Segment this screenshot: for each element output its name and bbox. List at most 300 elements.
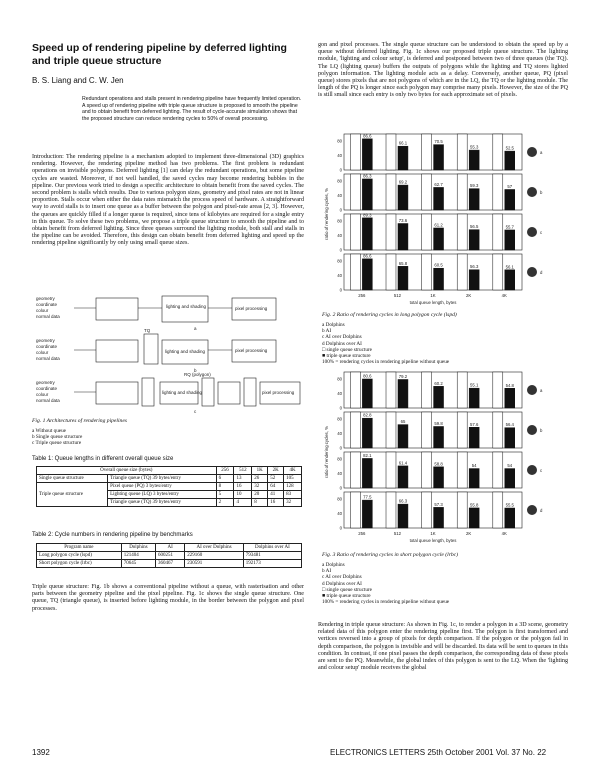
table2-cell: 793481 bbox=[243, 552, 301, 560]
table-row bbox=[37, 560, 302, 568]
fig2-data-label: 86.6 bbox=[363, 133, 372, 139]
fig1-label-geometry-b: geometry bbox=[36, 338, 55, 343]
fig1-lighting-text-c: lighting and shading bbox=[162, 390, 203, 395]
fig1-lighting-text-a: lighting and shading bbox=[166, 304, 207, 309]
fig3-bar bbox=[434, 507, 444, 528]
fig2-ytick-label: 40 bbox=[337, 193, 342, 199]
fig2-ytick-label: 40 bbox=[337, 233, 342, 239]
page-number: 1392 bbox=[32, 748, 50, 757]
fig2-ytick-label: 80 bbox=[337, 258, 342, 264]
triple-queue-paragraph: Triple queue structure: Fig. 1b shows a conventional pipeline without a queue, with rasterisation and other parts between the geometry pipeline and the pixel pipeline. Fig. 1c shows the single queue structure. One queue, TQ (triangle queue), is inserted before lighting module, in the border between the polygon and pixel processes. bbox=[32, 584, 304, 612]
table1-cell: Lighting queue (LQ) 3 bytes/entry bbox=[108, 491, 217, 499]
table1-cell: 10 bbox=[234, 491, 252, 499]
fig2-ytick-label: 80 bbox=[337, 218, 342, 224]
fig3-ytick-label: 80 bbox=[337, 456, 342, 462]
fig3-ytick-label: 80 bbox=[337, 376, 342, 382]
fig3-bar bbox=[493, 372, 503, 408]
journal-footer: ELECTRONICS LETTERS 25th October 2001 Vol. 37 No. 22 bbox=[330, 748, 547, 757]
fig2-data-label: 86.3 bbox=[363, 173, 372, 179]
table2-cell: 229160 bbox=[185, 552, 244, 560]
fig3-ytick-label: 0 bbox=[339, 445, 342, 451]
fig1-label-b: b bbox=[194, 368, 197, 373]
fig2-legend bbox=[322, 322, 449, 365]
fig2-data-label: 69.2 bbox=[398, 179, 408, 185]
fig3-data-label: 54 bbox=[471, 463, 477, 469]
fig2-bar bbox=[362, 259, 372, 290]
fig3-bar bbox=[422, 452, 432, 488]
fig2-bar bbox=[469, 150, 479, 170]
table2-cell: 121404 bbox=[121, 552, 155, 560]
fig1-label-colour-c: colour bbox=[36, 392, 49, 397]
fig3-bar bbox=[434, 426, 444, 448]
fig1-lighting-text-b: lighting and shading bbox=[165, 349, 206, 354]
table1-header-cell: 512 bbox=[234, 467, 252, 475]
fig1-label-geometry-c: geometry bbox=[36, 380, 55, 385]
fig3-bar bbox=[422, 492, 432, 528]
table1-cell: 4 bbox=[234, 499, 252, 507]
table1-header-cell: 4K bbox=[284, 467, 302, 475]
fig3-legend bbox=[322, 562, 449, 605]
fig3-bar bbox=[457, 372, 467, 408]
table1-cell: 13 bbox=[234, 475, 252, 483]
fig2-bar bbox=[457, 134, 467, 170]
intro-paragraph: Introduction: The rendering pipeline is a mechanism adopted to implement three-dimensional (3D) graphics rendering. However, the rendering pipeline method has two problems. The first problem is redundant operations on invisible polygons. Deferred lighting [1] can delay the redundant operations, but some pipeline cycles are wasted. Moreover, if not well handled, the saved cycles may become rendering bubbles in the pipeline. Our previous work tried to design a specific architecture to obtain benefit from the saved cycles. The second problem is stalls which results. Due to various polygon sizes, geometry and pixel rates are not in linear proportion. Stalls occur when either the data rates mismatch the process speed of hardware. A straightforward way to avoid stalls is to insert one queue as a buffer between the polygon and pixel-rate areas [2, 3]. However, the queues are quickly filled if a longer queue is required, since tens of kilobytes are required for a single entry in this queue. To solve these two problems, we propose a triple queue structure to smooth the pipeline and to obtain benefit from deferred lighting. Since three queues surround the lighting module, both stall and stalls in the pipeline can be avoided. Therefore, this design can obtain benefit from deferred lighting and speed up the rendering pipeline significantly by only using small queue sizes. bbox=[32, 154, 304, 247]
fig2-caption: Fig. 2 Ratio of rendering cycles in long polygon cycle (lspd) bbox=[322, 312, 457, 318]
fig2-bar bbox=[505, 189, 515, 210]
table-row bbox=[37, 552, 302, 560]
fig2-xtick-label: 512 bbox=[393, 293, 401, 298]
fig3-data-label: 55.8 bbox=[469, 502, 479, 508]
fig1-label-coord-a: coordinate bbox=[36, 302, 58, 307]
fig2-bar bbox=[362, 139, 372, 170]
fig3-data-label: 58.8 bbox=[434, 461, 443, 467]
fig1-pixel-text-a: pixel processing bbox=[235, 306, 268, 311]
fig2-xlabel: total queue length, bytes bbox=[409, 300, 457, 305]
fig2-data-label: 52.5 bbox=[505, 145, 514, 151]
fig3-xtick-label: 1K bbox=[430, 531, 436, 536]
fig1-lq-queue-c bbox=[142, 378, 154, 406]
fig3-bar bbox=[505, 388, 515, 408]
fig3-bar bbox=[386, 492, 396, 528]
fig2-data-label: 66.1 bbox=[398, 140, 408, 146]
fig2-bar bbox=[350, 174, 360, 210]
table1 bbox=[36, 466, 302, 507]
table2-cell: 192173 bbox=[243, 560, 301, 568]
fig1-geometry-box-a bbox=[96, 298, 138, 320]
fig3-xtick-label: 256 bbox=[358, 531, 366, 536]
fig2-model-thumbnail bbox=[527, 267, 537, 277]
fig1-legend-a: a Without queue bbox=[32, 428, 66, 434]
fig3-ytick-label: 40 bbox=[337, 471, 342, 477]
fig2-legend-triple-text: triple queue structure bbox=[326, 353, 371, 360]
fig3-bar bbox=[350, 492, 360, 528]
paper-abstract: Redundant operations and stalls present in rendering pipeline have frequently limited operation. A speed up of rendering pipeline with triple queue structure is proposed to smooth the pipeline and to obtain benefit from deferred lighting. The result of cycle-accurate simulation shows that the proposed structure can reduce rendering cycles to 50% of overall processing. bbox=[82, 96, 302, 122]
table1-cell: Triple queue structure bbox=[37, 483, 108, 507]
fig2-legend-d: d Dolphins over AI bbox=[322, 340, 362, 347]
right-paragraph-bottom: Rendering in triple queue structure: As shown in Fig. 1c, to render a polygon in a 3D scene, geometry related data of this polygon enter the rendering pipeline first. The polygon is first transformed and vertices reversed into a group of pixels for depth comparison. If the polygon or the polygon fail in depth comparison, the polygon is invisible and will be discarded. Its data will be sent to queues in this condition. In contrast, if one pixel passes the depth comparison, the corresponding data of these pixels are sent to the PQ. Meanwhile, the global index of this polygon is sent to the LQ. When the 'lighting and colour setup' module receives the global bbox=[318, 622, 568, 672]
fig2-ytick-label: 80 bbox=[337, 138, 342, 144]
table1-caption: Table 1: Queue lengths in different overall queue size bbox=[32, 456, 174, 462]
table-row bbox=[37, 475, 302, 483]
fig2-panel-label: b bbox=[540, 190, 543, 195]
fig3-bar bbox=[398, 379, 408, 408]
fig3-xtick-label: 2K bbox=[465, 531, 472, 536]
fig3-data-label: 55.1 bbox=[469, 382, 479, 388]
fig1-label-normal-c: normal data bbox=[36, 398, 60, 403]
fig2-ytick-label: 80 bbox=[337, 178, 342, 184]
fig3-bar bbox=[422, 372, 432, 408]
fig3-bar bbox=[350, 372, 360, 408]
fig3-bar bbox=[398, 504, 408, 528]
table1-cell: 26 bbox=[252, 475, 268, 483]
fig2-bar bbox=[398, 146, 408, 170]
fig3-bar bbox=[386, 452, 396, 488]
fig1-tq-label: TQ bbox=[144, 328, 151, 333]
fig2-data-label: 61.2 bbox=[434, 222, 443, 228]
fig2-model-thumbnail bbox=[527, 187, 537, 197]
fig3-ytick-label: 40 bbox=[337, 391, 342, 397]
fig2-ytick-label: 40 bbox=[337, 153, 342, 159]
fig2-bar bbox=[505, 270, 515, 290]
fig1-label-c: c bbox=[194, 409, 197, 414]
fig3-legend-triple-text: triple queue structure bbox=[326, 593, 371, 600]
fig2-ytick-label: 0 bbox=[339, 167, 342, 173]
fig2-bar bbox=[362, 218, 372, 250]
fig2-bar bbox=[434, 145, 444, 170]
fig3-ytick-label: 80 bbox=[337, 416, 342, 422]
fig2-legend-a: a Dolphins bbox=[322, 322, 345, 328]
right-paragraph-top: gon and pixel processes. The single queue structure can be understood to obtain the speed up by a queue without deferred lighting. Fig. 1c shows our proposed triple queue structure. The lighting module, 'lighting and colour setup', is deferred and postponed between two of three queues (the TQ). The LQ (lighting queue) buffers the outputs of polygons while the lighting and TQ stores lighted polygon information. The lighting module acts as a delay. Conversely, another queue, PQ (pixel queue) stores pixels that are not polygons of which are in the LQ, the TQ or the lighting module. The length of the PQ is longer since each polygon may comprise many pixels. However, the size of the PQ is still small since each entry is only two bytes for each approximate set of pixels. bbox=[318, 42, 568, 99]
fig3-data-label: 65 bbox=[400, 419, 406, 425]
fig3-xlabel: total queue length, bytes bbox=[409, 538, 457, 543]
fig3-bar bbox=[362, 500, 372, 528]
fig3-bar bbox=[434, 467, 444, 488]
fig2-bar bbox=[398, 224, 408, 250]
fig2-ytick-label: 40 bbox=[337, 273, 342, 279]
table1-cell: Single queue structure bbox=[37, 475, 108, 483]
fig2-bar bbox=[398, 185, 408, 210]
fig3-data-label: 57.6 bbox=[469, 421, 479, 427]
fig3-data-label: 59.8 bbox=[434, 420, 443, 426]
fig2-bar bbox=[469, 189, 479, 210]
fig1-geometry-box-b bbox=[96, 340, 138, 362]
fig2-bar bbox=[350, 134, 360, 170]
fig2-panel-label: c bbox=[540, 230, 543, 235]
fig3-ytick-label: 0 bbox=[339, 525, 342, 531]
fig3-bar bbox=[386, 372, 396, 408]
fig2-data-label: 73.6 bbox=[398, 218, 408, 224]
fig3-ytick-label: 80 bbox=[337, 496, 342, 502]
fig3-legend-a: a Dolphins bbox=[322, 562, 345, 568]
fig3-legend-b: b AI bbox=[322, 568, 332, 575]
fig3-data-label: 57.3 bbox=[434, 501, 443, 507]
fig3-data-label: 80.6 bbox=[363, 373, 372, 379]
table2-cell: 230591 bbox=[185, 560, 244, 568]
fig3-bar bbox=[469, 427, 479, 448]
fig3-bar bbox=[493, 412, 503, 448]
table2-cell: Short polygon cycle (lrbc) bbox=[37, 560, 122, 568]
fig2-xtick-label: 2K bbox=[465, 293, 472, 298]
table2-header-cell: AI bbox=[155, 544, 184, 552]
fig2-bar bbox=[493, 174, 503, 210]
table1-cell: 16 bbox=[234, 483, 252, 491]
fig3-data-label: 61.4 bbox=[398, 460, 408, 466]
fig2-bar bbox=[469, 270, 479, 290]
fig2-ytick-label: 0 bbox=[339, 247, 342, 253]
fig3-bar bbox=[493, 452, 503, 488]
fig2-data-label: 55.7 bbox=[505, 224, 514, 230]
fig2-xtick-label: 1K bbox=[430, 293, 436, 298]
fig1-label-colour-a: colour bbox=[36, 308, 49, 313]
table1-header-cell: 1K bbox=[252, 467, 268, 475]
fig3-data-label: 54 bbox=[507, 463, 513, 469]
table1-cell: 32 bbox=[252, 483, 268, 491]
fig3-legend-triple: ■ triple queue structure bbox=[322, 593, 371, 600]
fig1-tq-queue-b bbox=[144, 334, 158, 364]
fig2-bar bbox=[350, 214, 360, 250]
fig2-chart bbox=[322, 130, 572, 310]
fig2-legend-note: 100% = rendering cycles in rendering pipeline without queue bbox=[322, 359, 450, 366]
fig2-xtick-label: 4K bbox=[501, 293, 507, 298]
fig3-bar bbox=[362, 458, 372, 488]
table2 bbox=[36, 543, 302, 568]
fig3-xtick-label: 512 bbox=[393, 531, 401, 536]
fig3-legend-c: c AI over Dolphins bbox=[322, 574, 362, 581]
fig1-pq-queue-c bbox=[244, 378, 256, 406]
fig2-bar bbox=[350, 254, 360, 290]
fig2-bar bbox=[493, 134, 503, 170]
table2-cell: 600251 bbox=[155, 552, 184, 560]
fig1-geometry-box-c bbox=[96, 382, 138, 404]
fig1-rq-label: RQ (polygon) bbox=[184, 372, 211, 377]
fig2-data-label: 60.5 bbox=[434, 262, 443, 268]
fig2-bar bbox=[434, 187, 444, 210]
fig3-data-label: 66.3 bbox=[398, 498, 408, 504]
table1-header-cell: 2K bbox=[268, 467, 284, 475]
fig3-data-label: 56.4 bbox=[505, 422, 514, 428]
fig3-model-thumbnail bbox=[527, 425, 537, 435]
table1-cell: Triangle queue (TQ) 39 bytes/entry bbox=[108, 499, 217, 507]
fig1-label-normal-a: normal data bbox=[36, 314, 60, 319]
fig3-model-thumbnail bbox=[527, 465, 537, 475]
fig3-bar bbox=[398, 425, 408, 448]
fig3-legend-single: □ single queue structure bbox=[322, 586, 372, 593]
fig2-bar bbox=[434, 268, 444, 290]
table1-cell: 128 bbox=[284, 483, 302, 491]
fig3-bar bbox=[469, 508, 479, 528]
fig1-pixel-text-c: pixel processing bbox=[262, 390, 295, 395]
fig3-legend-note: 100% = rendering cycles in rendering pipeline without queue bbox=[322, 599, 450, 606]
fig1-diagram bbox=[34, 290, 304, 415]
fig2-bar bbox=[422, 174, 432, 210]
fig1-legend-c: c Triple queue structure bbox=[32, 440, 82, 447]
fig2-bar bbox=[493, 214, 503, 250]
fig3-chart bbox=[322, 368, 572, 548]
fig3-ytick-label: 0 bbox=[339, 405, 342, 411]
fig2-bar bbox=[469, 230, 479, 250]
fig3-data-label: 79.2 bbox=[398, 373, 408, 379]
paper-authors: B. S. Liang and C. W. Jen bbox=[32, 76, 124, 85]
fig2-bar bbox=[457, 254, 467, 290]
fig2-bar bbox=[362, 179, 372, 210]
fig1-label-coord-b: coordinate bbox=[36, 344, 58, 349]
fig3-model-thumbnail bbox=[527, 505, 537, 515]
fig3-bar bbox=[505, 508, 515, 528]
fig2-panel-label: d bbox=[540, 270, 543, 275]
fig3-data-label: 82.1 bbox=[363, 452, 372, 458]
fig2-bar bbox=[386, 174, 396, 210]
fig2-xtick-label: 256 bbox=[358, 293, 366, 298]
fig3-panel-label: d bbox=[540, 508, 543, 513]
table1-header-cell: 256 bbox=[216, 467, 234, 475]
table1-header-row bbox=[37, 467, 302, 475]
fig2-data-label: 86.6 bbox=[363, 253, 372, 259]
fig2-legend-c: c AI over Dolphins bbox=[322, 334, 362, 341]
fig3-bar bbox=[386, 412, 396, 448]
fig2-data-label: 89.3 bbox=[363, 212, 372, 218]
fig2-ytick-label: 0 bbox=[339, 287, 342, 293]
fig1-label-normal-b: normal data bbox=[36, 356, 60, 361]
fig2-data-label: 56.5 bbox=[469, 224, 479, 230]
fig2-bar bbox=[434, 228, 444, 250]
fig3-data-label: 54.8 bbox=[505, 382, 514, 388]
fig3-bar bbox=[398, 466, 408, 488]
table1-cell: 52 bbox=[268, 475, 284, 483]
fig2-data-label: 65.8 bbox=[398, 260, 408, 266]
fig3-ytick-label: 0 bbox=[339, 485, 342, 491]
fig2-data-label: 57 bbox=[507, 183, 513, 189]
fig3-ylabel: ratio of rendering cycles, % bbox=[324, 426, 329, 478]
fig3-bar bbox=[422, 412, 432, 448]
fig2-model-thumbnail bbox=[527, 227, 537, 237]
paper-title: Speed up of rendering pipeline by deferred lighting and triple queue structure bbox=[32, 42, 287, 67]
table1-cell: 83 bbox=[284, 491, 302, 499]
table1-cell: 64 bbox=[268, 483, 284, 491]
table1-cell: 2 bbox=[216, 499, 234, 507]
fig2-bar bbox=[457, 174, 467, 210]
fig3-panel-label: b bbox=[540, 428, 543, 433]
fig1-label-coord-c: coordinate bbox=[36, 386, 58, 391]
fig2-legend-b: b AI bbox=[322, 328, 332, 335]
fig3-bar bbox=[457, 452, 467, 488]
table2-cell: 360467 bbox=[155, 560, 184, 568]
fig2-bar bbox=[505, 230, 515, 250]
fig2-bar bbox=[457, 214, 467, 250]
table1-cell: 105 bbox=[284, 475, 302, 483]
fig1-tq-queue-c bbox=[202, 378, 214, 406]
fig3-bar bbox=[469, 388, 479, 408]
table2-header-cell: Dolphins over AI bbox=[243, 544, 301, 552]
fig3-caption: Fig. 3 Ratio of rendering cycles in short polygon cycle (lrbc) bbox=[322, 552, 459, 558]
fig3-ytick-label: 40 bbox=[337, 431, 342, 437]
fig2-panel-label: a bbox=[540, 150, 543, 155]
table1-header-cell: Overall queue size (bytes) bbox=[37, 467, 217, 475]
fig2-data-label: 62.7 bbox=[434, 181, 443, 187]
fig3-bar bbox=[362, 379, 372, 408]
table2-header-row bbox=[37, 544, 302, 552]
fig1-lighting-box-a bbox=[162, 296, 208, 322]
fig2-ytick-label: 0 bbox=[339, 207, 342, 213]
table2-cell: 70645 bbox=[121, 560, 155, 568]
table2-header-cell: Program name bbox=[37, 544, 122, 552]
fig2-data-label: 70.5 bbox=[434, 139, 443, 145]
table2-caption: Table 2: Cycle numbers in rendering pipeline by benchmarks bbox=[32, 532, 193, 538]
fig3-bar bbox=[350, 452, 360, 488]
fig2-data-label: 56.1 bbox=[505, 264, 514, 270]
fig3-panel-label: a bbox=[540, 388, 543, 393]
fig3-legend-single-text: single queue structure bbox=[326, 586, 372, 593]
table1-cell: Pixel queue (PQ) 3 bytes/entry bbox=[108, 483, 217, 491]
fig3-model-thumbnail bbox=[527, 385, 537, 395]
fig3-bar bbox=[505, 469, 515, 488]
fig3-data-label: 60.2 bbox=[434, 380, 443, 386]
table2-cell: Long polygon cycle (lspd) bbox=[37, 552, 122, 560]
fig3-bar bbox=[362, 418, 372, 448]
fig3-panel-label: c bbox=[540, 468, 543, 473]
fig2-bar bbox=[422, 214, 432, 250]
fig2-bar bbox=[386, 134, 396, 170]
fig3-ytick-label: 40 bbox=[337, 511, 342, 517]
fig3-bar bbox=[457, 412, 467, 448]
fig2-bar bbox=[398, 266, 408, 290]
fig3-bar bbox=[505, 428, 515, 448]
fig2-model-thumbnail bbox=[527, 147, 537, 157]
fig1-pixel-text-b: pixel processing bbox=[235, 348, 268, 353]
fig2-bar bbox=[493, 254, 503, 290]
fig3-data-label: 82.8 bbox=[363, 412, 372, 418]
fig1-legend-b: b Single queue structure bbox=[32, 434, 83, 441]
table1-cell: 6 bbox=[216, 475, 234, 483]
fig3-data-label: 55.5 bbox=[505, 502, 514, 508]
fig1-scan-box-c bbox=[218, 382, 240, 404]
fig3-bar bbox=[434, 386, 444, 408]
fig3-bar bbox=[469, 469, 479, 488]
fig2-bar bbox=[505, 151, 515, 170]
fig3-bar bbox=[493, 492, 503, 528]
table1-cell: Triangle queue (TQ) 39 bytes/entry bbox=[108, 475, 217, 483]
fig2-legend-single: □ single queue structure bbox=[322, 346, 372, 353]
fig1-legend bbox=[32, 428, 82, 447]
fig2-bar bbox=[386, 254, 396, 290]
fig3-bar bbox=[457, 492, 467, 528]
table1-cell: 16 bbox=[268, 499, 284, 507]
fig1-caption: Fig. 1 Architectures of rendering pipelines bbox=[32, 418, 127, 424]
table1-cell: 5 bbox=[216, 491, 234, 499]
table2-header-cell: Dolphins bbox=[121, 544, 155, 552]
fig2-bar bbox=[386, 214, 396, 250]
table1-cell: 20 bbox=[252, 491, 268, 499]
table1-cell: 32 bbox=[284, 499, 302, 507]
fig2-data-label: 56.3 bbox=[469, 264, 479, 270]
fig2-legend-triple: ■ triple queue structure bbox=[322, 353, 371, 360]
table2-header-cell: AI over Dolphins bbox=[185, 544, 244, 552]
fig2-legend-single-text: single queue structure bbox=[326, 346, 372, 353]
fig2-data-label: 59.3 bbox=[469, 183, 479, 189]
fig3-xtick-label: 4K bbox=[501, 531, 507, 536]
table1-cell: 41 bbox=[268, 491, 284, 499]
fig1-label-colour-b: colour bbox=[36, 350, 49, 355]
table1-cell: 8 bbox=[216, 483, 234, 491]
fig2-bar bbox=[422, 134, 432, 170]
fig2-bar bbox=[422, 254, 432, 290]
fig3-data-label: 77.5 bbox=[363, 494, 372, 500]
fig2-data-label: 55.3 bbox=[469, 144, 479, 150]
fig1-label-geometry-a: geometry bbox=[36, 296, 55, 301]
fig2-ylabel: ratio of rendering cycles, % bbox=[324, 188, 329, 240]
fig3-bar bbox=[350, 412, 360, 448]
table1-cell: 8 bbox=[252, 499, 268, 507]
table-row bbox=[37, 483, 302, 491]
